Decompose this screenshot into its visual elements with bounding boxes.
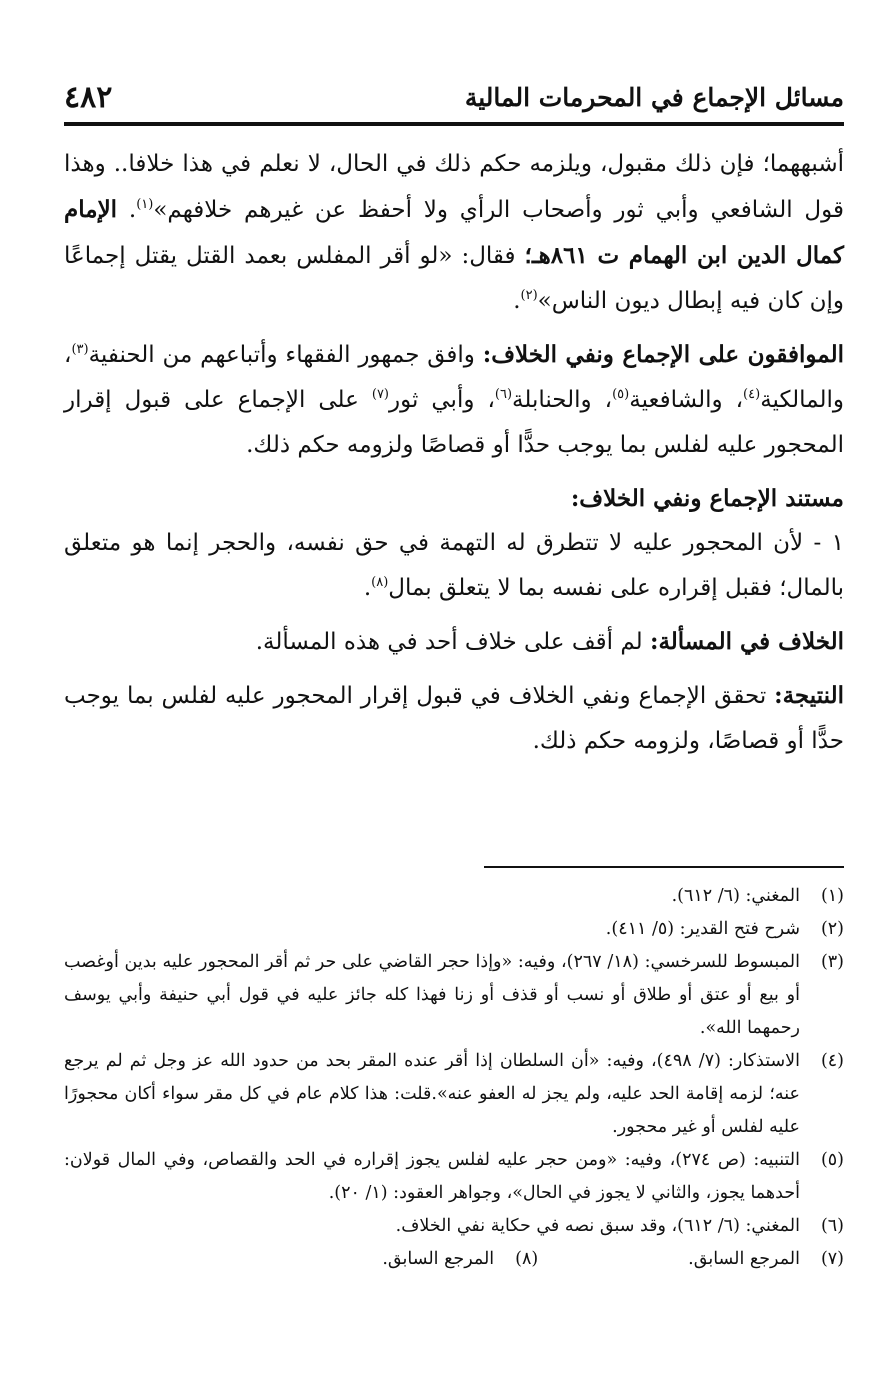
paragraph-basis bbox=[64, 521, 844, 611]
footnote-number: (٧) bbox=[820, 1249, 844, 1269]
text-run: تحقق الإجماع ونفي الخلاف في قبول إقرار المحجور عليه لفلس بما يوجب حدًّا أو قصاصًا، ولزومه حكم ذلك. bbox=[64, 683, 844, 754]
text-run: ١ - لأن المحجور عليه لا تتطرق له التهمة في حق نفسه، والحجر إنما هو متعلق بالمال؛ فقبل إقراره على نفسه بما لا يتعلق بمال bbox=[64, 530, 844, 601]
text-run: لم أقف على خلاف أحد في هذه المسألة. bbox=[255, 629, 650, 655]
footnote-8 bbox=[382, 1243, 538, 1276]
section-heading-basis: مستند الإجماع ونفي الخلاف: bbox=[570, 485, 844, 512]
text-run: ، والشافعية bbox=[629, 387, 744, 413]
footnote-ref-7: (٧) bbox=[371, 387, 389, 402]
footnote-number: (٨) bbox=[515, 1249, 539, 1269]
footnote-6 bbox=[64, 1210, 844, 1243]
footnote-text: التنبيه: (ص ٢٧٤)، وفيه: «ومن حجر عليه لفلس يجوز إقراره في الحد والقصاص، وفي المال قولان: أحدهما يجوز، والثاني لا يجوز في الحال»، وجواهر العقود: (١/ ٢٠). bbox=[64, 1150, 800, 1203]
section-label-agreement: الموافقون على الإجماع ونفي الخلاف: bbox=[482, 341, 844, 368]
footnote-5 bbox=[64, 1144, 844, 1210]
footnote-text: المغني: (٦/ ٦١٢)، وقد سبق نصه في حكاية نفي الخلاف. bbox=[395, 1216, 800, 1236]
text-run: فقال: «لو أقر المفلس بعمد القتل يقتل إجماعًا وإن كان فيه إبطال ديون الناس» bbox=[64, 243, 844, 314]
footnote-text: الاستذكار: (٧/ ٤٩٨)، وفيه: «أن السلطان إذا أقر عنده المقر بحد من حدود الله عز وجل ثم لم يرجع عنه؛ لزمه إقامة الحد عليه، ولم يجز له العفو عنه».قلت: هذا كلام عام في كل مقر سواء أكان محجورًا عليه لفلس أو غير محجور. bbox=[64, 1051, 800, 1137]
scholar-name: الإمام كمال الدين ابن الهمام ت ٨٦١هـ؛ bbox=[64, 196, 844, 269]
text-run: . bbox=[513, 288, 521, 314]
running-title: مسائل الإجماع في المحرمات المالية bbox=[464, 82, 844, 112]
footnote-ref-4: (٤) bbox=[743, 387, 761, 402]
footnote-separator bbox=[484, 866, 844, 868]
footnote-1 bbox=[64, 880, 844, 913]
footnote-text: شرح فتح القدير: (٥/ ٤١١). bbox=[605, 919, 800, 939]
footnote-ref-2: (٢) bbox=[520, 288, 538, 303]
footnote-3 bbox=[64, 946, 844, 1045]
header-rule bbox=[64, 122, 844, 126]
footnote-ref-3: (٣) bbox=[71, 342, 89, 357]
footnote-number: (١) bbox=[820, 886, 844, 906]
footnote-ref-8: (٨) bbox=[371, 575, 389, 590]
text-run: . bbox=[363, 575, 372, 601]
page-number: ٤٨٢ bbox=[64, 79, 113, 115]
section-label-dispute: الخلاف في المسألة: bbox=[649, 628, 844, 655]
text-run: وافق جمهور الفقهاء وأتباعهم من الحنفية bbox=[88, 342, 483, 368]
text-run: أشبههما؛ فإن ذلك مقبول، ويلزمه حكم ذلك في الحال، لا نعلم في هذا خلافا.. وهذا قول الشافعي وأبي ثور وأصحاب الرأي ولا أحفظ عن غيرهم خلافهم» bbox=[64, 151, 844, 223]
footnote-number: (٣) bbox=[820, 952, 844, 972]
paragraph-dispute bbox=[64, 619, 844, 665]
paragraph-result bbox=[64, 673, 844, 764]
text-run: ، والحنابلة bbox=[512, 387, 613, 413]
text-run: على الإجماع على قبول إقرار المحجور عليه لفلس بما يوجب حدًّا أو قصاصًا ولزومه حكم ذلك. bbox=[64, 387, 844, 458]
footnote-2 bbox=[64, 913, 844, 946]
footnote-4 bbox=[64, 1045, 844, 1144]
footnote-ref-1: (١) bbox=[136, 197, 154, 212]
paragraph-quote-continuation bbox=[64, 142, 844, 324]
footnote-text: المغني: (٦/ ٦١٢). bbox=[671, 886, 800, 906]
footnote-text: المرجع السابق. bbox=[688, 1249, 800, 1269]
text-run: . bbox=[117, 197, 137, 223]
footnote-7 bbox=[688, 1243, 844, 1276]
footnote-number: (٦) bbox=[820, 1216, 844, 1236]
footnotes bbox=[64, 880, 844, 1276]
footnote-text: المرجع السابق. bbox=[382, 1249, 495, 1269]
footnote-text: المبسوط للسرخسي: (١٨/ ٢٦٧)، وفيه: «وإذا حجر القاضي على حر ثم أقر المحجور عليه بدين أوغصب أو بيع أو عتق أو طلاق أو نسب أو قذف أو زنا فهذا كله جائز عليه في قول أبي حنيفة وأبي يوسف رحمهما الله». bbox=[64, 952, 801, 1038]
footnote-ref-6: (٦) bbox=[494, 387, 513, 402]
footnote-ref-5: (٥) bbox=[612, 387, 630, 402]
footnote-number: (٥) bbox=[820, 1150, 844, 1170]
page-header bbox=[64, 74, 844, 120]
footnote-pair bbox=[64, 1243, 844, 1276]
text-run: ، والمالكية bbox=[64, 342, 844, 413]
footnote-number: (٢) bbox=[820, 919, 844, 939]
text-run: ، وأبي ثور bbox=[389, 387, 495, 413]
paragraph-agreement bbox=[64, 332, 844, 468]
section-label-result: النتيجة: bbox=[774, 682, 844, 709]
footnote-number: (٤) bbox=[820, 1051, 844, 1071]
main-text bbox=[64, 142, 844, 764]
